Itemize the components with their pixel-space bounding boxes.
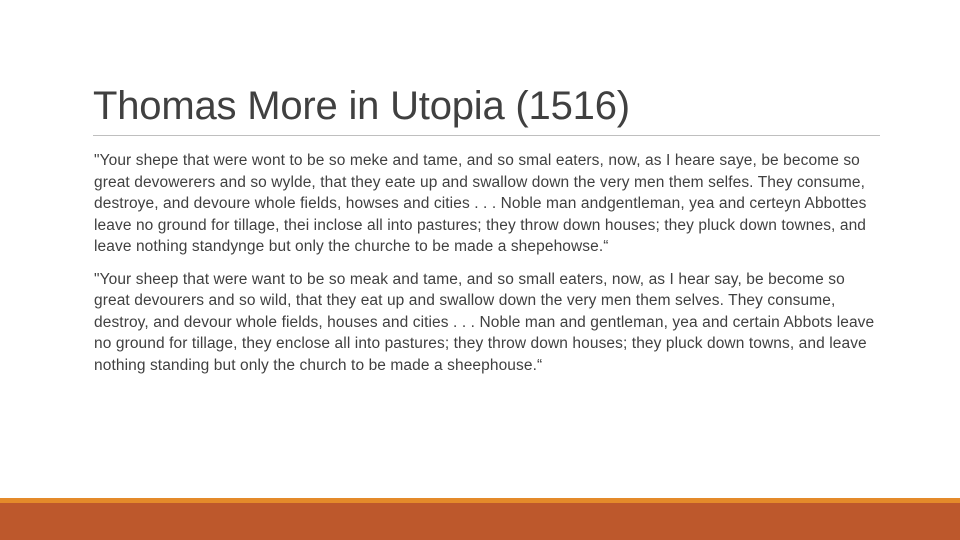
title-divider xyxy=(93,135,880,136)
footer-bar xyxy=(0,503,960,540)
slide-body xyxy=(94,150,884,387)
quote-original-spelling: "Your shepe that were wont to be so meke and tame, and so smal eaters, now, as I heare saye, be become so great devowerers and so wylde, that they eate up and swallow down the very men them selfes. They consume, destroye, and devoure whole fields, howses and cities . . . Noble man andgentleman, yea and certeyn Abbottes leave no ground for tillage, thei inclose all into pastures; they throw down houses; they pluck down townes, and leave nothing standynge but only the churche to be made a shepehowse.“ xyxy=(94,152,867,255)
quote-modern-spelling: "Your sheep that were want to be so meak and tame, and so small eaters, now, as I hear say, be become so great devourers and so wild, that they eat up and swallow down the very men them selves. They consume, destroy, and devour whole fields, houses and cities . . . Noble man and gentleman, yea and certain Abbots leave no ground for tillage, they enclose all into pastures; they throw down houses; they pluck down towns, and leave nothing standing but only the church to be made a sheephouse.“ xyxy=(94,270,875,374)
slide-title: Thomas More in Utopia (1516) xyxy=(93,84,630,128)
